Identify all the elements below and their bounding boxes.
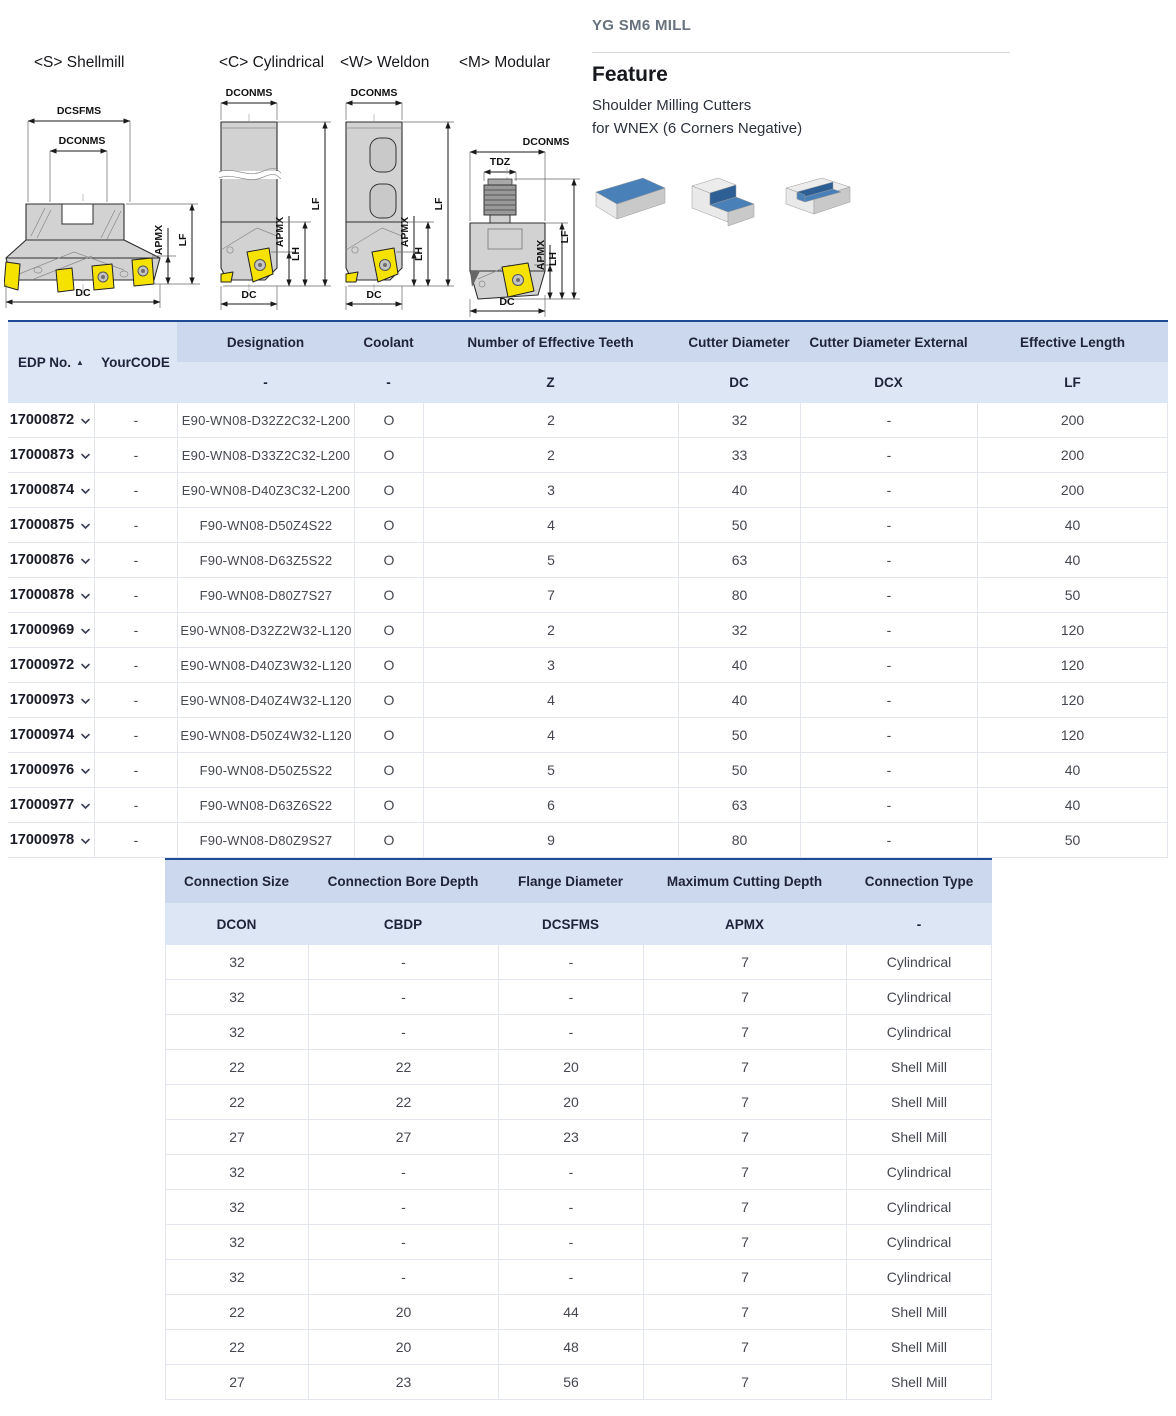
edp-number: 17000874 [9,482,75,498]
column-subheader-designation: - [177,362,354,403]
edp-number-cell[interactable] [8,613,94,648]
table-cell: E90-WN08-D40Z3C32-L200 [177,473,354,508]
table-cell: Cylindrical [846,1190,992,1225]
table-row [8,753,1168,788]
table-row [8,648,1168,683]
table-cell: O [354,578,423,613]
table-cell: Cylindrical [846,1260,992,1295]
table-cell: Shell Mill [846,1085,992,1120]
table-row [165,1330,992,1365]
table-cell: 7 [643,1190,846,1225]
diagram-label-weldon: <W> Weldon [340,54,430,71]
table-cell: - [308,1015,498,1050]
table-cell: - [94,718,177,753]
edp-number-cell[interactable] [8,473,94,508]
table-cell: 5 [423,543,678,578]
table-cell: O [354,473,423,508]
table-row [8,438,1168,473]
table-cell: - [800,823,977,858]
chevron-down-icon [79,660,92,673]
table-cell: O [354,403,423,438]
table-cell: 44 [498,1295,643,1330]
column-header-coolant: Coolant [354,322,423,362]
table-cell: - [800,438,977,473]
svg-text:LF: LF [310,197,322,211]
column-subheader-dcon: DCON [165,903,308,945]
edp-number: 17000873 [9,447,75,463]
svg-text:APMX: APMX [153,224,165,256]
svg-text:DC: DC [499,296,515,308]
table-cell: 4 [423,718,678,753]
table-cell: - [94,683,177,718]
svg-text:DC: DC [241,289,257,301]
table-cell: O [354,753,423,788]
table-row [8,823,1168,858]
connection-table [165,858,992,1400]
table-cell: 6 [423,788,678,823]
table-cell: - [800,718,977,753]
table-cell: - [800,753,977,788]
table-cell: 22 [165,1330,308,1365]
table-row [165,1190,992,1225]
table-cell: - [94,753,177,788]
edp-number-cell[interactable] [8,718,94,753]
table-cell: 20 [308,1295,498,1330]
table-row [8,508,1168,543]
table-cell: 2 [423,438,678,473]
table-cell: 7 [643,1050,846,1085]
svg-text:LH: LH [413,247,425,261]
table-cell: - [308,1260,498,1295]
chevron-down-icon [79,625,92,638]
column-subheader-apmx: APMX [643,903,846,945]
table-cell: - [800,403,977,438]
table-cell: - [94,473,177,508]
table-cell: 32 [165,980,308,1015]
chevron-down-icon [79,485,92,498]
table-row [8,473,1168,508]
cylindrical-diagram [213,82,337,318]
column-header-connection-type: Connection Type [846,860,992,903]
column-subheader-z: Z [423,362,678,403]
svg-text:DCONMS: DCONMS [58,135,106,147]
table-cell: - [498,1190,643,1225]
column-subheader-coolant: - [354,362,423,403]
column-header-maximum-cutting-depth: Maximum Cutting Depth [643,860,846,903]
table-cell: - [308,1190,498,1225]
table-cell: - [94,403,177,438]
table-cell: 23 [308,1365,498,1400]
table-cell: Cylindrical [846,1155,992,1190]
svg-text:DC: DC [75,287,91,299]
table-cell: - [800,613,977,648]
svg-text:LF: LF [433,197,445,211]
table-cell: 7 [643,1120,846,1155]
column-subheader-dcx: DCX [800,362,977,403]
table-cell: - [498,945,643,980]
chevron-down-icon [79,555,92,568]
table-row [165,1120,992,1155]
table-cell: - [94,648,177,683]
table-cell: - [94,438,177,473]
table-cell: Shell Mill [846,1365,992,1400]
table-cell: - [94,508,177,543]
table-cell: 7 [423,578,678,613]
table-cell: 4 [423,683,678,718]
table-row [165,1085,992,1120]
table-cell: 80 [678,578,800,613]
table-cell: 20 [308,1330,498,1365]
column-header-flange-diameter: Flange Diameter [498,860,643,903]
table-cell: 32 [678,403,800,438]
table-cell: - [308,1225,498,1260]
edp-number: 17000872 [9,412,75,428]
table-row [165,1260,992,1295]
chevron-down-icon [79,520,92,533]
diagram-label-cylindrical: <C> Cylindrical [219,54,325,71]
table-cell: 120 [977,683,1168,718]
table-cell: O [354,613,423,648]
table-cell: 80 [678,823,800,858]
table-cell: Cylindrical [846,945,992,980]
table-cell: 48 [498,1330,643,1365]
table-cell: 32 [678,613,800,648]
table-cell: - [800,543,977,578]
table-cell: F90-WN08-D50Z4S22 [177,508,354,543]
table-cell: F90-WN08-D80Z7S27 [177,578,354,613]
table-cell: O [354,718,423,753]
table-cell: - [498,980,643,1015]
edp-number-cell[interactable] [8,403,94,438]
table-cell: 20 [498,1050,643,1085]
svg-text:DC: DC [366,289,382,301]
table-cell: 120 [977,613,1168,648]
table-cell: 3 [423,473,678,508]
table-cell: 7 [643,1225,846,1260]
table-cell: - [800,648,977,683]
table-cell: 40 [977,543,1168,578]
table-cell: 120 [977,718,1168,753]
weldon-diagram [338,82,458,318]
column-subheader-dc: DC [678,362,800,403]
svg-text:LH: LH [290,247,302,261]
table-cell: 63 [678,543,800,578]
table-cell: 23 [498,1120,643,1155]
table-cell: - [498,1015,643,1050]
sort-asc-icon: ▲ [76,358,84,367]
edp-number-cell[interactable] [8,543,94,578]
edp-number: 17000969 [9,622,75,638]
chevron-down-icon [79,415,92,428]
svg-text:APMX: APMX [274,216,286,248]
table-cell: - [498,1155,643,1190]
table-cell: 27 [165,1365,308,1400]
table-cell: 200 [977,403,1168,438]
table-cell: 27 [165,1120,308,1155]
table-cell: 200 [977,473,1168,508]
column-header-designation: Designation [177,322,354,362]
table-cell: 40 [977,753,1168,788]
table-cell: 40 [678,648,800,683]
connection-table-body [165,945,992,1400]
table-row [165,1225,992,1260]
table-cell: Cylindrical [846,1225,992,1260]
modular-diagram [452,117,584,319]
table-cell: O [354,823,423,858]
table-cell: 22 [308,1050,498,1085]
edp-number-cell[interactable] [8,788,94,823]
connection-table-header [165,860,992,945]
chevron-down-icon [79,765,92,778]
table-cell: F90-WN08-D63Z5S22 [177,543,354,578]
table-cell: Cylindrical [846,980,992,1015]
table-cell: O [354,438,423,473]
table-row [165,1365,992,1400]
table-cell: 22 [165,1085,308,1120]
table-cell: Shell Mill [846,1120,992,1155]
table-cell: 7 [643,1330,846,1365]
table-cell: 32 [165,1225,308,1260]
table-cell: - [94,543,177,578]
chevron-down-icon [79,800,92,813]
table-row [165,945,992,980]
table-cell: 40 [977,508,1168,543]
table-cell: - [800,683,977,718]
table-row [165,980,992,1015]
table-cell: 2 [423,613,678,648]
edp-number: 17000976 [9,762,75,778]
svg-text:APMX: APMX [399,216,411,248]
column-subheader-connection-type-dash: - [846,903,992,945]
table-cell: 4 [423,508,678,543]
column-header-effective-teeth: Number of Effective Teeth [423,322,678,362]
table-cell: 7 [643,1155,846,1190]
table-row [8,683,1168,718]
table-cell: O [354,508,423,543]
table-cell: 9 [423,823,678,858]
edp-number: 17000876 [9,552,75,568]
table-cell: Shell Mill [846,1330,992,1365]
edp-number-cell[interactable] [8,508,94,543]
table-cell: 63 [678,788,800,823]
table-cell: Shell Mill [846,1295,992,1330]
svg-text:APMX: APMX [535,239,547,271]
edp-number-cell[interactable] [8,753,94,788]
divider [592,52,1010,53]
svg-text:DCSFMS: DCSFMS [56,105,102,117]
column-header-yourcode: YourCODE [94,322,177,403]
table-cell: 50 [678,718,800,753]
table-cell: F90-WN08-D63Z6S22 [177,788,354,823]
table-cell: 40 [678,683,800,718]
feature-block-face-milling-icon [592,172,672,232]
table-cell: 7 [643,980,846,1015]
feature-line-1: Shoulder Milling Cutters [592,97,752,114]
table-cell: O [354,788,423,823]
svg-text:DCONMS: DCONMS [522,136,570,148]
table-row [8,613,1168,648]
table-cell: - [94,823,177,858]
table-cell: O [354,683,423,718]
table-cell: 20 [498,1085,643,1120]
table-cell: 50 [678,508,800,543]
table-cell: 2 [423,403,678,438]
table-cell: 7 [643,1015,846,1050]
table-cell: 32 [165,945,308,980]
svg-text:DCONMS: DCONMS [350,87,398,99]
column-header-cutter-diameter-external: Cutter Diameter External [800,322,977,362]
edp-number-cell[interactable] [8,578,94,613]
table-cell: O [354,543,423,578]
svg-text:TDZ: TDZ [489,156,511,168]
table-cell: E90-WN08-D40Z4W32-L120 [177,683,354,718]
table-cell: 22 [165,1050,308,1085]
column-header-connection-bore-depth: Connection Bore Depth [308,860,498,903]
edp-number-cell[interactable] [8,648,94,683]
table-cell: 32 [165,1190,308,1225]
edp-number-cell[interactable] [8,823,94,858]
table-cell: 50 [678,753,800,788]
table-cell: 7 [643,945,846,980]
table-cell: E90-WN08-D40Z3W32-L120 [177,648,354,683]
table-cell: - [800,473,977,508]
table-cell: 22 [165,1295,308,1330]
table-cell: 32 [165,1015,308,1050]
table-cell: - [94,613,177,648]
column-header-cutter-diameter: Cutter Diameter [678,322,800,362]
products-table [8,320,1168,858]
edp-number: 17000973 [9,692,75,708]
table-cell: - [498,1260,643,1295]
page-title: YG SM6 MILL [592,17,692,34]
column-header-effective-length: Effective Length [977,322,1168,362]
table-cell: 33 [678,438,800,473]
chevron-down-icon [79,695,92,708]
chevron-down-icon [79,590,92,603]
table-row [165,1155,992,1190]
table-cell: - [800,788,977,823]
table-cell: Cylindrical [846,1015,992,1050]
table-cell: 50 [977,823,1168,858]
table-row [8,788,1168,823]
table-cell: F90-WN08-D50Z5S22 [177,753,354,788]
table-cell: F90-WN08-D80Z9S27 [177,823,354,858]
column-header-connection-size: Connection Size [165,860,308,903]
table-row [165,1015,992,1050]
edp-number: 17000974 [9,727,75,743]
table-row [8,718,1168,753]
table-cell: 27 [308,1120,498,1155]
table-cell: 32 [165,1155,308,1190]
edp-number: 17000977 [9,797,75,813]
table-cell: 7 [643,1085,846,1120]
table-cell: 56 [498,1365,643,1400]
svg-text:LF: LF [177,233,189,247]
shellmill-diagram [4,94,210,316]
table-cell: E90-WN08-D33Z2C32-L200 [177,438,354,473]
chevron-down-icon [79,835,92,848]
table-cell: - [94,578,177,613]
table-cell: E90-WN08-D32Z2W32-L120 [177,613,354,648]
table-cell: 120 [977,648,1168,683]
feature-block-slot-milling-icon [778,172,858,232]
table-cell: 32 [165,1260,308,1295]
chevron-down-icon [79,730,92,743]
column-header-edp-no[interactable]: EDP No. ▲ [8,322,94,403]
table-cell: E90-WN08-D50Z4W32-L120 [177,718,354,753]
products-table-body [8,403,1168,858]
table-cell: - [94,788,177,823]
table-cell: 7 [643,1260,846,1295]
table-cell: Shell Mill [846,1050,992,1085]
table-cell: - [498,1225,643,1260]
table-cell: 40 [678,473,800,508]
svg-text:DCONMS: DCONMS [225,87,273,99]
feature-line-2: for WNEX (6 Corners Negative) [592,120,803,137]
table-cell: - [800,578,977,613]
table-cell: - [308,1155,498,1190]
svg-text:LH: LH [547,252,559,266]
table-row [165,1295,992,1330]
svg-text:LF: LF [559,230,571,244]
column-subheader-lf: LF [977,362,1168,403]
diagram-label-modular: <M> Modular [459,54,551,71]
table-row [8,578,1168,613]
edp-number: 17000875 [9,517,75,533]
table-cell: 40 [977,788,1168,823]
edp-number: 17000978 [9,832,75,848]
table-cell: 50 [977,578,1168,613]
table-row [8,543,1168,578]
table-cell: 7 [643,1365,846,1400]
edp-number: 17000878 [9,587,75,603]
chevron-down-icon [79,450,92,463]
diagram-label-shellmill: <S> Shellmill [34,54,125,71]
feature-heading: Feature [592,63,668,86]
products-table-header [8,322,1168,403]
table-cell: 7 [643,1295,846,1330]
feature-block-shoulder-milling-icon [684,172,764,232]
column-subheader-cbdp: CBDP [308,903,498,945]
table-cell: 5 [423,753,678,788]
column-subheader-dcsfms: DCSFMS [498,903,643,945]
table-row [165,1050,992,1085]
edp-number: 17000972 [9,657,75,673]
edp-number-cell[interactable] [8,683,94,718]
table-cell: 200 [977,438,1168,473]
edp-number-cell[interactable] [8,438,94,473]
table-row [8,403,1168,438]
table-cell: O [354,648,423,683]
table-cell: - [800,508,977,543]
table-cell: 22 [308,1085,498,1120]
table-cell: 3 [423,648,678,683]
table-cell: E90-WN08-D32Z2C32-L200 [177,403,354,438]
table-cell: - [308,980,498,1015]
table-cell: - [308,945,498,980]
